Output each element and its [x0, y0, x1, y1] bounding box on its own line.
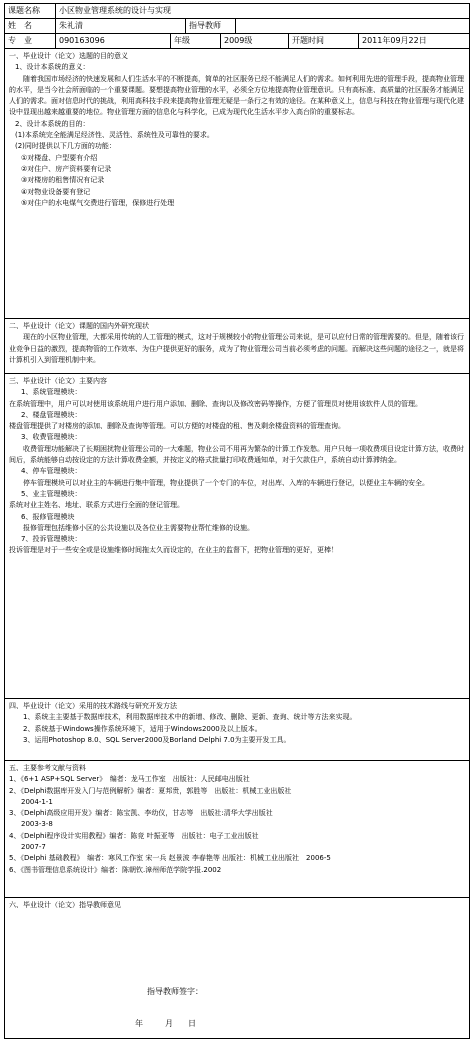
major-label: 专 业 [5, 34, 56, 48]
date-year: 年 [135, 1019, 143, 1028]
module-owner-text: 系统对业主姓名、地址、联系方式进行全面的登记管理。 [9, 501, 184, 510]
reference-4-date: 2007-7 [21, 843, 46, 852]
major-value: 090163096 [56, 34, 171, 48]
section-references [5, 761, 469, 898]
module-building-text: 楼盘管理提供了对楼房的添加、删除及查询等管理。可以方便的对楼盘的租、售及剩余楼盘资料的管理查询。 [9, 422, 345, 431]
purpose-goal-item-2: (2)同时提供以下几方面的功能： [15, 142, 116, 151]
reference-2-date: 2004-1-1 [21, 797, 53, 806]
grade-label: 年级 [171, 34, 221, 48]
purpose-significance-heading: 1、设计本系统的意义： [15, 63, 90, 72]
topic-label: 课题名称 [5, 4, 56, 18]
proposal-form [4, 3, 470, 1039]
module-complaint-text: 投诉管理是对于一些安全或是设施维修时间拖太久而设定的，在业主的监督下，把物业管理的更好，更棒！ [9, 546, 338, 555]
research-status-text: 现在的小区物业管理，大都采用传统的人工管理的模式，这对于规模较小的物业管理公司来说，是可以应付日常的管理需要的。但是，随着该行业竞争日益的激烈，提高物管的工作效率、为住户提供更好的服务，成为了物业管理公司当前必须考虑的问题。而解决这些问题的途径之一，就是将计算机引入到管理机制中来。 [9, 333, 464, 364]
module-system-title: 1、系统管理模块： [21, 388, 82, 397]
module-fee-text: 收费管理功能解决了长期困扰物业管理公司的一大难题，物业公司不用再为繁杂的计算工作发愁。用户只每一项收费项目设定计算方法，收费时间后，系统能够自动按设定的方法计算收费金额，并按定义的格式批量打印收费通知单，对于欠款住户，系统自动计算滞纳金。 [9, 444, 464, 465]
signature-label: 指导教师签字： [147, 987, 203, 996]
function-item-5: ⑤对住户的水电煤气交费进行管理，保修进行处理 [21, 198, 175, 207]
reference-2: 2、《Delphi数据库开发入门与范例解析》编者：夏邦贵，郭胜等 出版社：机械工业出版社 [9, 786, 292, 795]
section-tech-title: 四、毕业设计（论文）采用的技术路线与研究开发方法 [9, 702, 177, 710]
topic-value: 小区物业管理系统的设计与实现 [59, 6, 171, 15]
section-advisor-opinion [5, 898, 469, 1038]
section-research-status [5, 319, 469, 374]
module-system-text: 在系统管理中，用户可以对使用该系统用户进行用户添加、删除、查询以及修改密码等操作，方便了管理员对使用该软件人员的管理。 [9, 399, 422, 408]
header-row-topic [5, 4, 469, 19]
module-parking-text: 停车管理模块可以对业主的车辆进行集中管理，物业提供了一个专门的车位，对出库、入库的车辆进行登记，以便业主车辆的安全。 [23, 478, 429, 487]
start-value: 2011年09月22日 [362, 36, 427, 45]
name-value: 朱礼清 [56, 19, 186, 33]
grade-value: 2009级 [221, 34, 289, 48]
name-label: 姓 名 [5, 19, 56, 33]
function-item-1: ①对楼盘、户型要有介绍 [21, 153, 98, 162]
section-tech-route [5, 699, 469, 761]
tech-item-1: 1、系统主主要基于数据库技术，利用数据库技术中的新增、修改、删除、更新、查询、统计等方法来实现。 [23, 713, 357, 722]
reference-5: 5、《Delphi 基础教程》 编者：寒风工作室 宋一兵 赵景波 李春艳等 出版社：机械工业出版社 2006-5 [9, 854, 331, 863]
section-purpose [5, 49, 469, 319]
module-owner-title: 5、业主管理模块： [21, 489, 82, 498]
purpose-goal-heading: 2、设计本系统的目的： [15, 119, 90, 128]
date-month: 月 [165, 1019, 173, 1028]
module-building-title: 2、楼盘管理模块： [21, 410, 82, 419]
header-row-major [5, 34, 469, 49]
date-day: 日 [188, 1019, 196, 1028]
tech-item-3: 3、运用Photoshop 8.0、SQL Server2000及Borland Delphi 7.0为主要开发工具。 [23, 735, 291, 744]
reference-3-date: 2003-3-8 [21, 820, 53, 829]
section-content-title: 三、毕业设计（论文）主要内容 [9, 377, 107, 385]
section-purpose-title: 一、毕业设计（论文）选题的目的意义 [9, 52, 128, 60]
module-repair-text: 报修管理包括维修小区的公共设施以及各位业主需要物业帮忙维修的设施。 [23, 523, 254, 532]
reference-1: 1、《6+1 ASP+SQL Server》 编者：龙马工作室 出版社：人民邮电出版社 [9, 775, 250, 784]
function-item-4: ④对物业设备要有登记 [21, 187, 91, 196]
module-complaint-title: 7、投诉管理模块： [21, 535, 82, 544]
purpose-significance-text: 随着我国市场经济的快速发展和人们生活水平的不断提高，简单的社区服务已经不能满足人们的需求。如何利用先进的管理手段，提高物业管理的水平，是当今社会所面临的一个重要课题。要想提高物业管理的水平，必须全方位地提高物业管理意识。只有高标准、高质量的社区服务才能满足人们的需求。面对信息时代的挑战，利用高科技手段来提高物业管理无疑是一条行之有效的途径。在某种意义上，信息与科技在物业管理与现代化建设中显现出越来越重要的地位。物业管理方面的信息化与科学化，已成为现代化生活水平步入高台阶的重要标志。 [9, 74, 464, 117]
function-item-2: ②对住户、房产资料要有记录 [21, 164, 112, 173]
purpose-goal-item-1: (1)本系统完全能满足经济性、灵活性、系统性及可靠性的要求。 [15, 131, 214, 140]
module-fee-title: 3、收费管理模块： [21, 433, 82, 442]
module-parking-title: 4、停车管理模块： [21, 467, 82, 476]
section-main-content [5, 374, 469, 699]
header-row-name [5, 19, 469, 34]
section-references-title: 五、主要参考文献与资料 [9, 764, 86, 772]
function-item-3: ③对楼房的租售情况有记录 [21, 176, 105, 185]
section-opinion-title: 六、毕业设计（论文）指导教师意见 [9, 901, 121, 909]
tech-item-2: 2、系统基于Windows操作系统环境下，适用于Windows2000及以上版本。 [23, 724, 262, 733]
section-research-title: 二、毕业设计（论文）课题的国内外研究现状 [9, 322, 149, 330]
advisor-value [236, 19, 471, 33]
module-repair-title: 6、报修管理模块 [21, 512, 75, 521]
start-label: 开题时间 [289, 34, 359, 48]
reference-6: 6、《图书管理信息系统设计》编者：陈朝钦.漳州师范学院学报.2002 [9, 865, 222, 874]
advisor-label: 指导教师 [186, 19, 236, 33]
reference-3: 3、《Delphi高级应用开发》编者：陈宝凯、李幼仪，甘志等 出版社:清华大学出版社 [9, 809, 273, 818]
reference-4: 4、《Delphi程序设计实用教程》编者：陈竞 叶振亚等 出版社：电子工业出版社 [9, 831, 259, 840]
